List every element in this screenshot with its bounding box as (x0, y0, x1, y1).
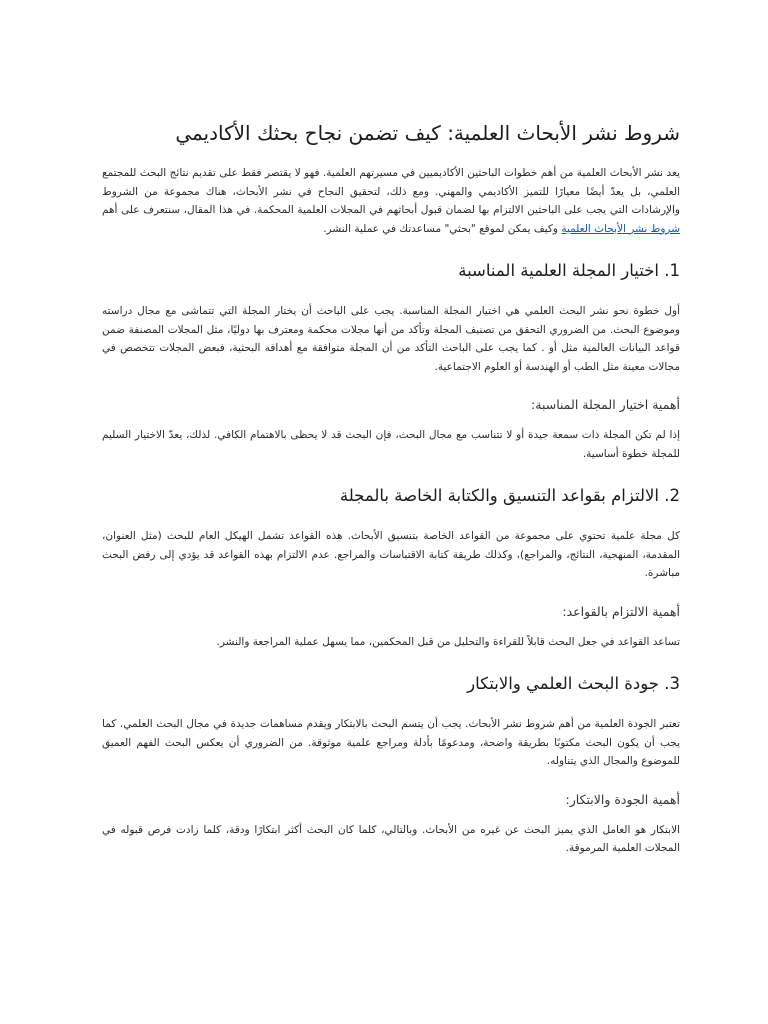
section-1-sub-paragraph: إذا لم تكن المجلة ذات سمعة جيدة أو لا تتناسب مع مجال البحث، فإن البحث قد لا يحظى بالاهتمام الكافي. لذلك، يعدّ الاختيار السليم للمجلة خطوة أساسية. (102, 429, 680, 460)
section-1-subheading: أهمية اختيار المجلة المناسبة: (531, 397, 680, 412)
publishing-conditions-link[interactable]: شروط نشر الأبحاث العلمية (561, 222, 680, 235)
intro-paragraph (102, 164, 680, 238)
section-3-sub-paragraph: الابتكار هو العامل الذي يميز البحث عن غيره من الأبحاث. وبالتالي، كلما كان البحث أكثر ابتكارًا ودقة، كلما زادت فرص قبوله في المجلات العلمية المرموقة. (102, 823, 680, 854)
page-title: شروط نشر الأبحاث العلمية: كيف تضمن نجاح بحثك الأكاديمي (175, 121, 680, 145)
section-1-heading: 1. اختيار المجلة العلمية المناسبة (458, 261, 680, 280)
section-2-heading: 2. الالتزام بقواعد التنسيق والكتابة الخاصة بالمجلة (339, 486, 680, 505)
section-3-paragraph: تعتبر الجودة العلمية من أهم شروط نشر الأبحاث. يجب أن يتسم البحث بالابتكار ويقدم مساهمات جديدة في مجال البحث العلمي. كما يجب أن يكون البحث مكتوبًا بطريقة واضحة، ومدعومًا بأدلة ومراجع علمية موثوقة. من الضروري أن يعكس البحث الفهم العميق للموضوع والمجال الذي يتناوله. (102, 718, 680, 767)
section-2-paragraph: كل مجلة علمية تحتوي على مجموعة من القواعد الخاصة بتنسيق الأبحاث. هذه القواعد تشمل الهيكل العام للبحث (مثل العنوان، المقدمة، المنهجية، النتائج، والمراجع)، وكذلك طريقة كتابة الاقتباسات والمراجع. عدم الالتزام بهذه القواعد قد يؤدي إلى رفض البحث مباشرة. (102, 530, 680, 579)
section-3-subheading: أهمية الجودة والابتكار: (565, 791, 680, 807)
section-3-heading: 3. جودة البحث العلمي والابتكار (467, 674, 680, 693)
intro-text-end: وكيف يمكن لموقع "بحثي" مساعدتك في عملية النشر. (323, 222, 558, 235)
section-1-paragraph: أول خطوة نحو نشر البحث العلمي هي اختيار المجلة المناسبة. يجب على الباحث أن يختار المجلة التي تتماشى مع مجال دراسته وموضوع البحث. من الضروري التحقق من تصنيف المجلة وتأكد من أنها مجلات محكمة ومعترف بها دوليًا، مثل المجلات المصنفة ضمن قواعد البيانات العالمية مثل أو . كما يجب على الباحث التأكد من أن المجلة متوافقة مع أهدافه البحثية، فبعض المجلات تتخصص في مجالات معينة مثل الطب أو الهندسة أو العلوم الاجتماعية. (102, 305, 680, 373)
section-2-subheading: أهمية الالتزام بالقواعد: (562, 603, 680, 619)
section-2-sub-paragraph: تساعد القواعد في جعل البحث قابلاً للقراءة والتحليل من قبل المحكمين، مما يسهل عملية المراجعة والنشر. (216, 635, 680, 648)
intro-text: يعد نشر الأبحاث العلمية من أهم خطوات الباحثين الأكاديميين في مسيرتهم العلمية. فهو لا يقتصر فقط على تقديم نتائج البحث للمجتمع العلمي، بل يعدّ أيضًا معيارًا للتميز الأكاديمي والمهني. ومع ذلك، لتحقيق النجاح في نشر الأبحاث، هناك مجموعة من الشروط والإرشادات التي يجب على الباحثين الالتزام بها لضمان قبول أبحاثهم في المجلات العلمية المحكمة. في هذا المقال، سنتعرف على أهم (102, 167, 680, 216)
